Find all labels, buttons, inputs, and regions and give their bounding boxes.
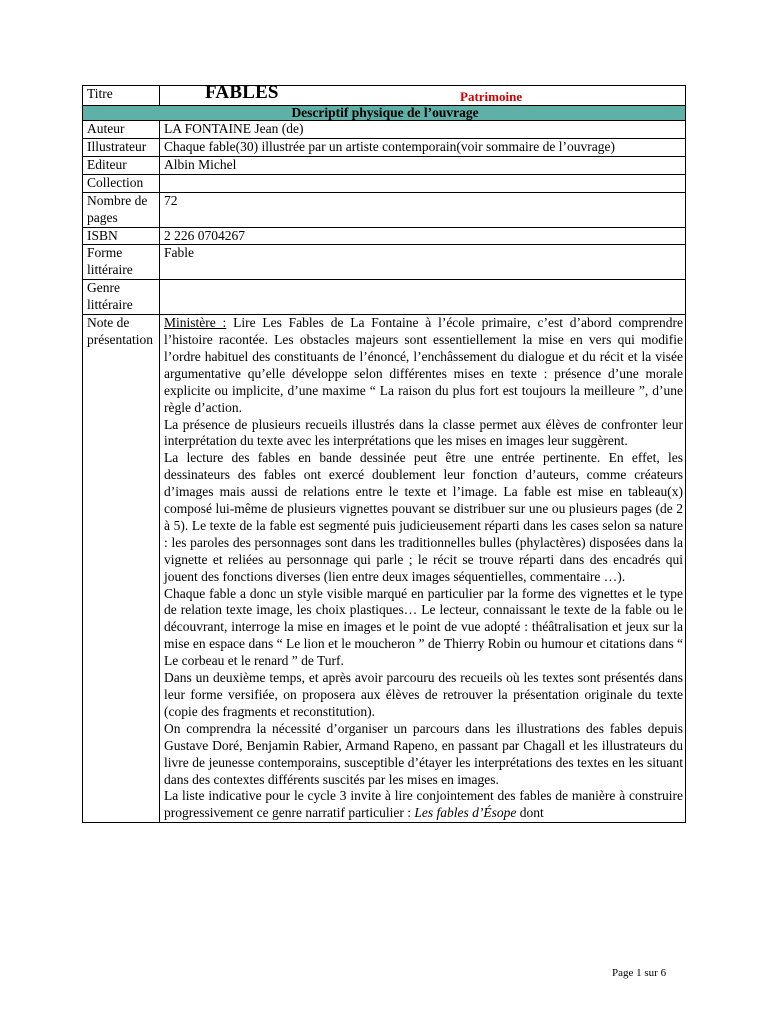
isbn-label: ISBN [83, 227, 160, 245]
note-paragraph [164, 315, 683, 416]
illustrateur-label: Illustrateur [83, 138, 160, 156]
genre-value [160, 280, 686, 315]
book-title: FABLES [205, 82, 279, 103]
forme-value: Fable [160, 245, 686, 280]
note-p2: La présence de plusieurs recueils illustrés dans la classe permet aux élèves de confronter leur interprétation du texte avec les interprétations que les mises en images leur suggèrent. [164, 416, 683, 449]
ministere-label: Ministère : [164, 315, 227, 331]
editeur-label: Editeur [83, 156, 160, 174]
title-cell [160, 82, 686, 106]
genre-row [83, 280, 686, 315]
editeur-row [83, 156, 686, 174]
illustrateur-row [83, 138, 686, 156]
book-description-table [82, 82, 686, 823]
auteur-value: LA FONTAINE Jean (de) [160, 121, 686, 139]
pages-value: 72 [160, 192, 686, 227]
titre-label: Titre [83, 86, 160, 106]
document-sheet [82, 82, 686, 823]
note-p1: Lire Les Fables de La Fontaine à l’école primaire, c’est d’abord comprendre l’histoire racontée. Les obstacles majeurs sont essentiellement la mise en vers qui modifie l’ordre habituel des constituants de l’énoncé, l’enchâssement du dialogue et du récit et la visée argumentative qu’elle développe selon différentes mises en texte : présence d’une morale explicite ou implicite, d’une maxime “ La raison du plus fort est toujours la meilleure ”, d’une règle d’action. [164, 315, 684, 415]
section-heading: Descriptif physique de l’ouvrage [83, 106, 686, 121]
note-p7-italic: Les fables d’Ésope [414, 805, 517, 821]
illustrateur-value: Chaque fable(30) illustrée par un artiste contemporain(voir sommaire de l’ouvrage) [160, 138, 686, 156]
note-p5: Dans un deuxième temps, et après avoir parcouru des recueils où les textes sont présentés dans leur forme versifiée, on proposera aux élèves de retrouver la présentation originale du texte (copie des fragments et reconstitution). [164, 670, 683, 719]
section-row [83, 106, 686, 121]
genre-label: Genre littéraire [83, 280, 160, 315]
auteur-label: Auteur [83, 121, 160, 139]
note-p3: La lecture des fables en bande dessinée peut être une entrée pertinente. En effet, les dessinateurs des fables ont exercé doublement leur fonction d’auteurs, comme créateurs d’images mais aussi de relations entre le texte et l’image. La fable est mise en tableau(x) composé lui-même de plusieurs vignettes pouvant se distribuer sur une ou plusieurs pages (de 2 à 5). Le texte de la fable est segmenté puis judicieusement réparti dans les cases selon sa nature : les paroles des personnages sont dans les traditionnelles bulles (phylactères) disposées dans la vignette et reliées au personnage qui parle ; le récit se trouve réparti dans des encadrés qui jouent des fonctions diverses (lien entre deux images séquentielles, commentaire …). [164, 450, 683, 584]
page-number: Page 1 sur 6 [612, 967, 667, 979]
pages-row [83, 192, 686, 227]
note-p6: On comprendra la nécessité d’organiser un parcours dans les illustrations des fables depuis Gustave Doré, Benjamin Rabier, Armand Rapeno, en passant par Chagall et les illustrateurs du livre de jeunesse contemporains, susceptible d’étayer les interprétations des textes en les situant dans des contextes différents suscités par les mises en images. [164, 720, 683, 787]
forme-label: Forme littéraire [83, 245, 160, 280]
note-p7-end: dont [516, 805, 544, 821]
note-p4: Chaque fable a donc un style visible marqué en particulier par la forme des vignettes et le type de relation texte image, les choix plastiques… Le lecteur, connaissant le texte de la fable ou le découvrant, interroge la mise en images et le point de vue adopté : théâtralisation et jeux sur la mise en espace dans “ Le lion et le moucheron ” de Thierry Robin ou humour et citations dans “ Le corbeau et le renard ” de Turf. [164, 585, 683, 669]
note-label: Note de présentation [83, 315, 160, 823]
isbn-value: 2 226 0704267 [160, 227, 686, 245]
note-row [83, 315, 686, 823]
collection-value [160, 174, 686, 192]
editeur-value: Albin Michel [160, 156, 686, 174]
collection-row [83, 174, 686, 192]
note-text [160, 315, 686, 823]
isbn-row [83, 227, 686, 245]
note-paragraph-last [164, 788, 683, 822]
category-badge: Patrimoine [460, 89, 523, 104]
forme-row [83, 245, 686, 280]
collection-label: Collection [83, 174, 160, 192]
title-row [83, 86, 686, 106]
auteur-row [83, 121, 686, 139]
pages-label: Nombre de pages [83, 192, 160, 227]
note-p7-start: La liste indicative pour le cycle 3 invite à lire conjointement des fables de manière à construire progressivement ce genre narratif particulier : [164, 788, 683, 821]
